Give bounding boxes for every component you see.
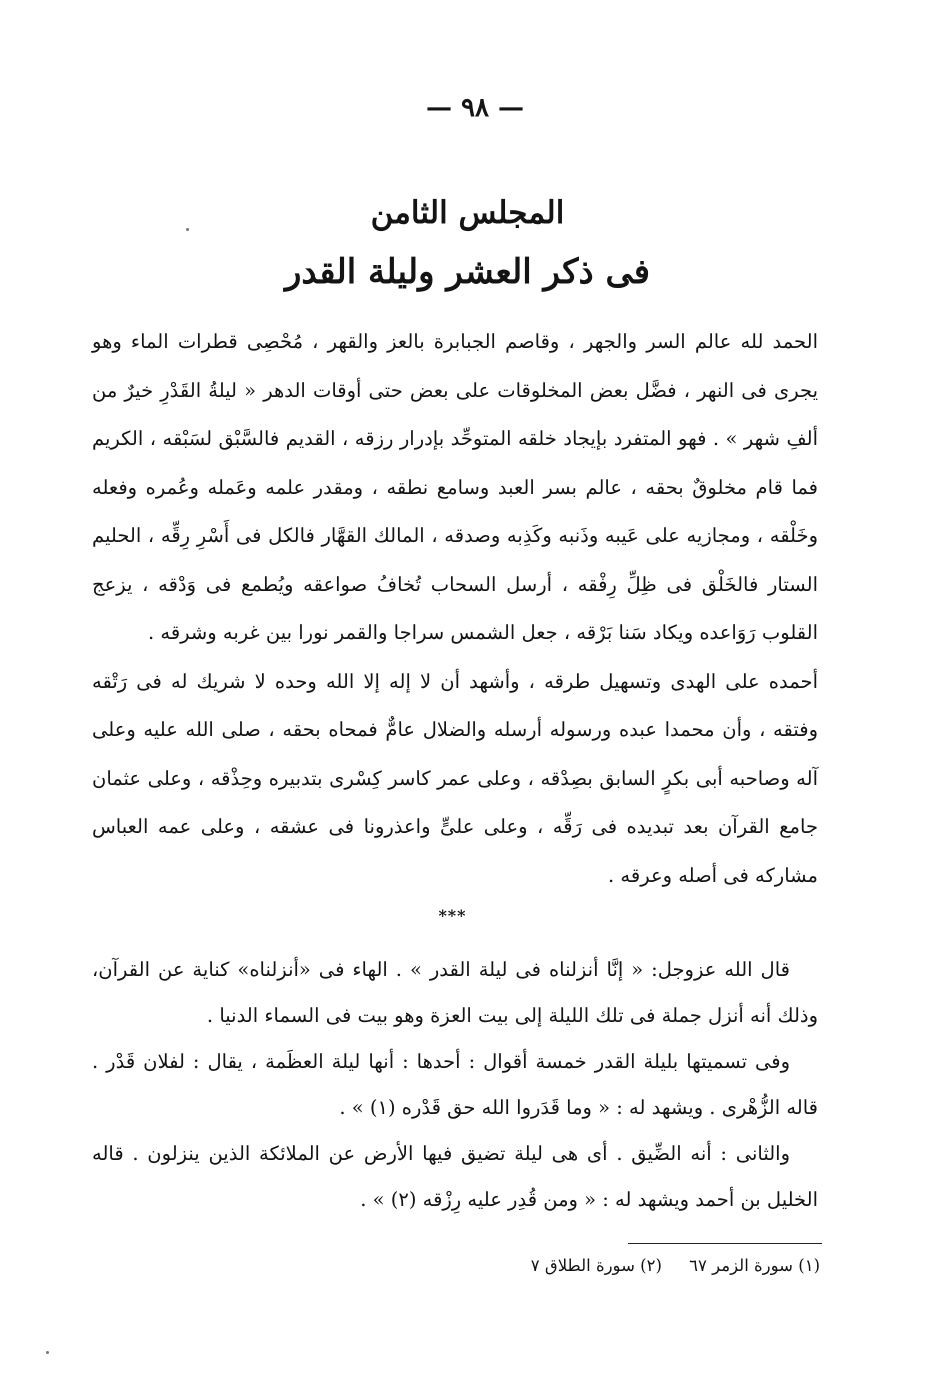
intro-section — [92, 318, 818, 900]
chapter-title: المجلس الثامن — [370, 195, 565, 231]
page-number: — ٩٨ — — [425, 93, 525, 123]
chapter-subtitle: فى ذكر العشر وليلة القدر — [284, 252, 651, 292]
commentary-paragraph: قال الله عزوجل: « إنَّا أنزلناه فى ليلة القدر » . الهاء فى «أنزلناه» كناية عن القرآن، وذلك أنه أنزل جملة فى تلك الليلة إلى بيت العزة وهو بيت فى السماء الدنيا . — [92, 958, 818, 1027]
commentary-section — [92, 947, 818, 1223]
print-speck — [186, 228, 189, 231]
intro-paragraph: أحمده على الهدى وتسهيل طرقه ، وأشهد أن لا إله إلا الله وحده لا شريك له فى رَتْقه وفتقه ، وأن محمدا عبده ورسوله أرسله والضلال عامٌّ فمحاه بحقه ، صلى الله عليه وعلى آله وصاحبه أبى بكرٍ السابق بصِدْقه ، وعلى عمر كاسر كِسْرى بتدبيره وحِذْقه ، وعلى عثمان جامع القرآن بعد تبديده فى رَقِّه ، وعلى علىٍّ واعذرونا فى عشقه ، وعلى عمه العباس مشاركه فى أصله وعرقه . — [92, 669, 818, 887]
footnotes — [440, 1252, 820, 1280]
print-speck — [46, 1351, 49, 1354]
intro-paragraph: الحمد لله عالم السر والجهر ، وقاصم الجبابرة بالعز والقهر ، مُحْصِى قطرات الماء وهو يجرى فى النهر ، فضَّل بعض المخلوقات على بعض حتى أوقات الدهر « ليلةُ القَدْرِ خيرٌ من ألفِ شهر » . فهو المتفرد بإيجاد خلقه المتوحِّد بإدرار رزقه ، القديم فالسَّبْق لسَبْقه ، الكريم فما قام مخلوقٌ بحقه ، عالم بسر العبد وسامع نطقه ، ومقدر علمه وعَمله وعُمره وفعله وخَلْقه ، ومجازيه على عَيبه وذَنبه وكَذِبه وصدقه ، المالك القهَّار فالكل فى أَسْرِ رِقِّه ، الحليم الستار فالخَلْق فى ظِلِّ رِفْقه ، أرسل السحاب تُخافُ صواعقه ويُطمع فى وَدْقه ، يزعج القلوب رَوَاعده ويكاد سَنا بَرْقه ، جعل الشمس سراجا والقمر نورا بين غربه وشرقه . — [92, 330, 818, 644]
footnote-divider — [628, 1243, 822, 1244]
footnote-2: (٢) سورة الطلاق ٧ — [530, 1256, 662, 1275]
section-separator: *** — [438, 906, 467, 925]
commentary-paragraph: والثانى : أنه الضِّيق . أى هى ليلة تضيق فيها الأرض عن الملائكة الذين ينزلون . قاله الخليل بن أحمد ويشهد له : « ومن قُدِر عليه رِزْقه (٢) » . — [92, 1142, 818, 1211]
footnote-1: (١) سورة الزمر ٦٧ — [689, 1256, 820, 1275]
commentary-paragraph: وفى تسميتها بليلة القدر خمسة أقوال : أحدها : أنها ليلة العظَمة ، يقال : لفلان قَدْر . قاله الزُّهْرى . ويشهد له : « وما قَدَروا الله حق قَدْره (١) » . — [92, 1050, 818, 1119]
